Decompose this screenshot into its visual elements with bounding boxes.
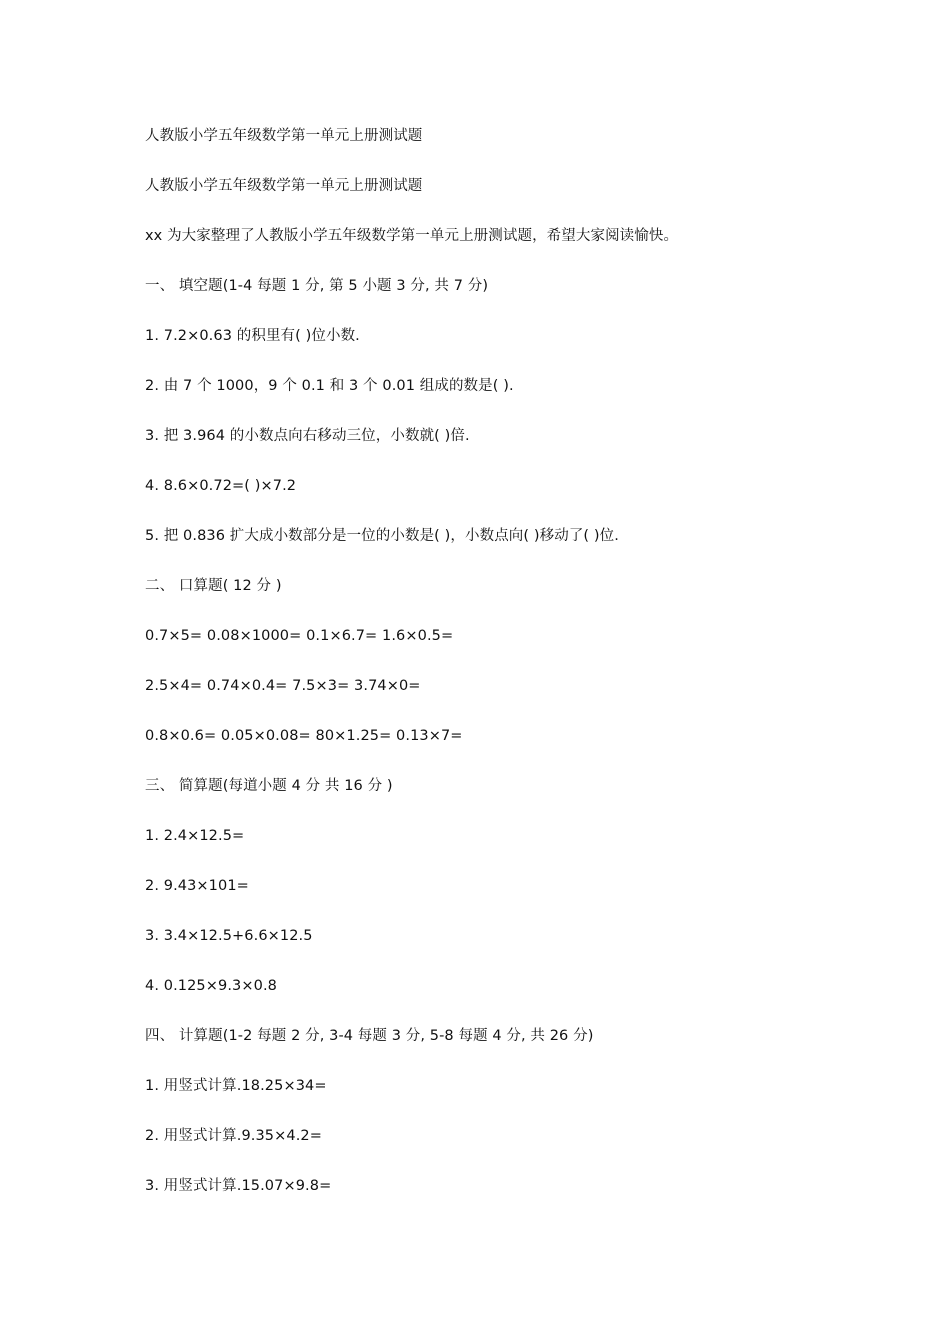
question-item: 2. 由 7 个 1000，9 个 0.1 和 3 个 0.01 组成的数是( ). (145, 378, 514, 394)
question-item: 0.8×0.6= 0.05×0.08= 80×1.25= 0.13×7= (145, 728, 463, 744)
question-item: 4. 0.125×9.3×0.8 (145, 978, 277, 994)
section-4-heading: 四、 计算题(1-2 每题 2 分, 3-4 每题 3 分, 5-8 每题 4 分, 共 26 分) (145, 1028, 594, 1044)
document-body (145, 126, 845, 1226)
question-item: 2. 用竖式计算.9.35×4.2= (145, 1128, 322, 1144)
question-item: 2. 9.43×101= (145, 878, 249, 894)
question-item: 1. 7.2×0.63 的积里有( )位小数. (145, 328, 360, 344)
question-item: 0.7×5= 0.08×1000= 0.1×6.7= 1.6×0.5= (145, 628, 454, 644)
section-3-heading: 三、 简算题(每道小题 4 分 共 16 分 ) (145, 778, 393, 794)
question-item: 5. 把 0.836 扩大成小数部分是一位的小数是( )，小数点向( )移动了( )位. (145, 528, 619, 544)
section-1-heading: 一、 填空题(1-4 每题 1 分, 第 5 小题 3 分, 共 7 分) (145, 278, 489, 294)
question-item: 3. 用竖式计算.15.07×9.8= (145, 1178, 332, 1194)
question-item: 3. 3.4×12.5+6.6×12.5 (145, 928, 313, 944)
question-item: 1. 2.4×12.5= (145, 828, 245, 844)
document-title: 人教版小学五年级数学第一单元上册测试题 (145, 128, 423, 144)
question-item: 1. 用竖式计算.18.25×34= (145, 1078, 327, 1094)
intro-paragraph: xx 为大家整理了人教版小学五年级数学第一单元上册测试题，希望大家阅读愉快。 (145, 228, 679, 244)
question-item: 4. 8.6×0.72=( )×7.2 (145, 478, 297, 494)
document-subtitle: 人教版小学五年级数学第一单元上册测试题 (145, 178, 423, 194)
section-2-heading: 二、 口算题( 12 分 ) (145, 578, 282, 594)
question-item: 3. 把 3.964 的小数点向右移动三位，小数就( )倍. (145, 428, 470, 444)
question-item: 2.5×4= 0.74×0.4= 7.5×3= 3.74×0= (145, 678, 421, 694)
